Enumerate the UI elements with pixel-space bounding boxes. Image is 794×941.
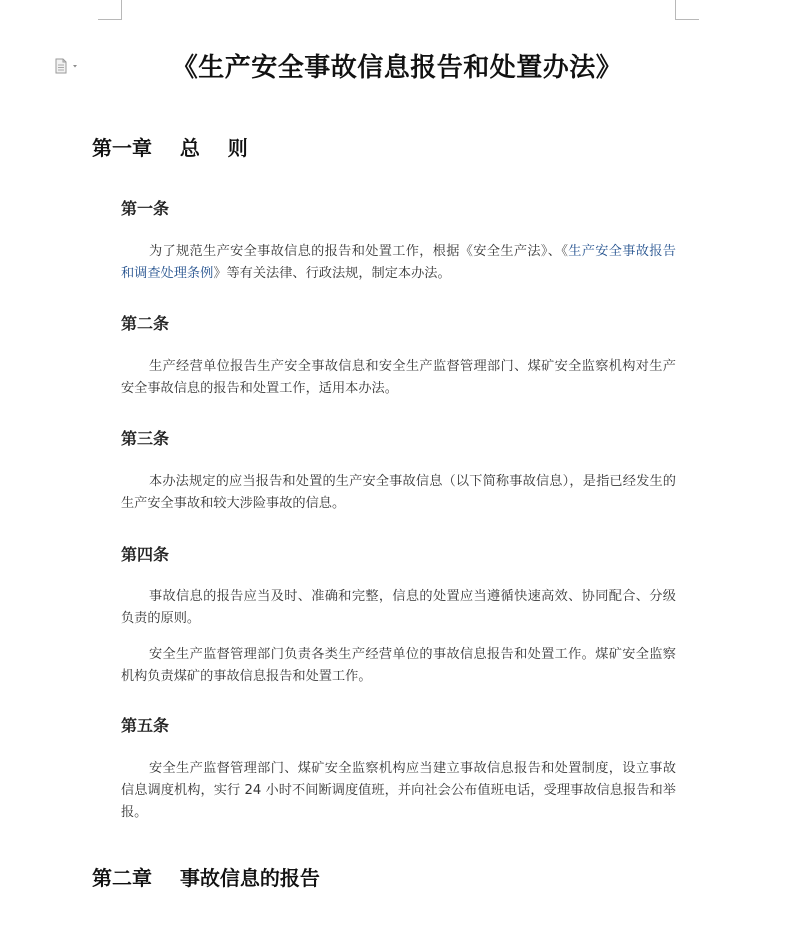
article-heading: 第二条 [121, 314, 170, 333]
paragraph-text: 》等有关法律、行政法规，制定本办法。 [213, 266, 451, 281]
article-heading: 第五条 [121, 716, 170, 735]
article-paragraph: 安全生产监督管理部门、煤矿安全监察机构应当建立事故信息报告和处置制度，设立事故信息调度机构，实行 24 小时不间断调度值班，并向社会公布值班电话，受理事故信息报告和举报。 [121, 761, 676, 820]
chapter-heading: 第一章 总 则 [92, 136, 248, 160]
article-paragraph: 本办法规定的应当报告和处置的生产安全事故信息（以下简称事故信息），是指已经发生的生产安全事故和较大涉险事故的信息。 [121, 474, 676, 511]
chapter-heading: 第二章 事故信息的报告 [92, 866, 320, 890]
paragraph-text: 为了规范生产安全事故信息的报告和处置工作，根据《安全生产法》、《 [149, 244, 569, 259]
regulation-link[interactable]: 生产安全事故报告和调查处理条例 [121, 244, 676, 281]
crop-mark-top-right [675, 0, 676, 20]
document-icon [54, 58, 80, 74]
article-heading: 第三条 [121, 429, 170, 448]
document-nav-button[interactable] [54, 58, 80, 74]
crop-mark-top-left [121, 0, 122, 20]
article-heading: 第四条 [121, 545, 170, 564]
article-paragraph: 事故信息的报告应当及时、准确和完整，信息的处置应当遵循快速高效、协同配合、分级负责的原则。 [121, 589, 676, 626]
crop-mark-top-right [675, 19, 699, 20]
article-paragraph [121, 241, 676, 285]
crop-mark-top-left [98, 19, 122, 20]
document-title: 《生产安全事故信息报告和处置办法》 [171, 53, 623, 83]
article-heading: 第一条 [121, 199, 170, 218]
article-paragraph: 安全生产监督管理部门负责各类生产经营单位的事故信息报告和处置工作。煤矿安全监察机构负责煤矿的事故信息报告和处置工作。 [121, 647, 676, 684]
chevron-down-icon [73, 65, 77, 68]
article-paragraph: 生产经营单位报告生产安全事故信息和安全生产监督管理部门、煤矿安全监察机构对生产安全事故信息的报告和处置工作，适用本办法。 [121, 359, 676, 396]
